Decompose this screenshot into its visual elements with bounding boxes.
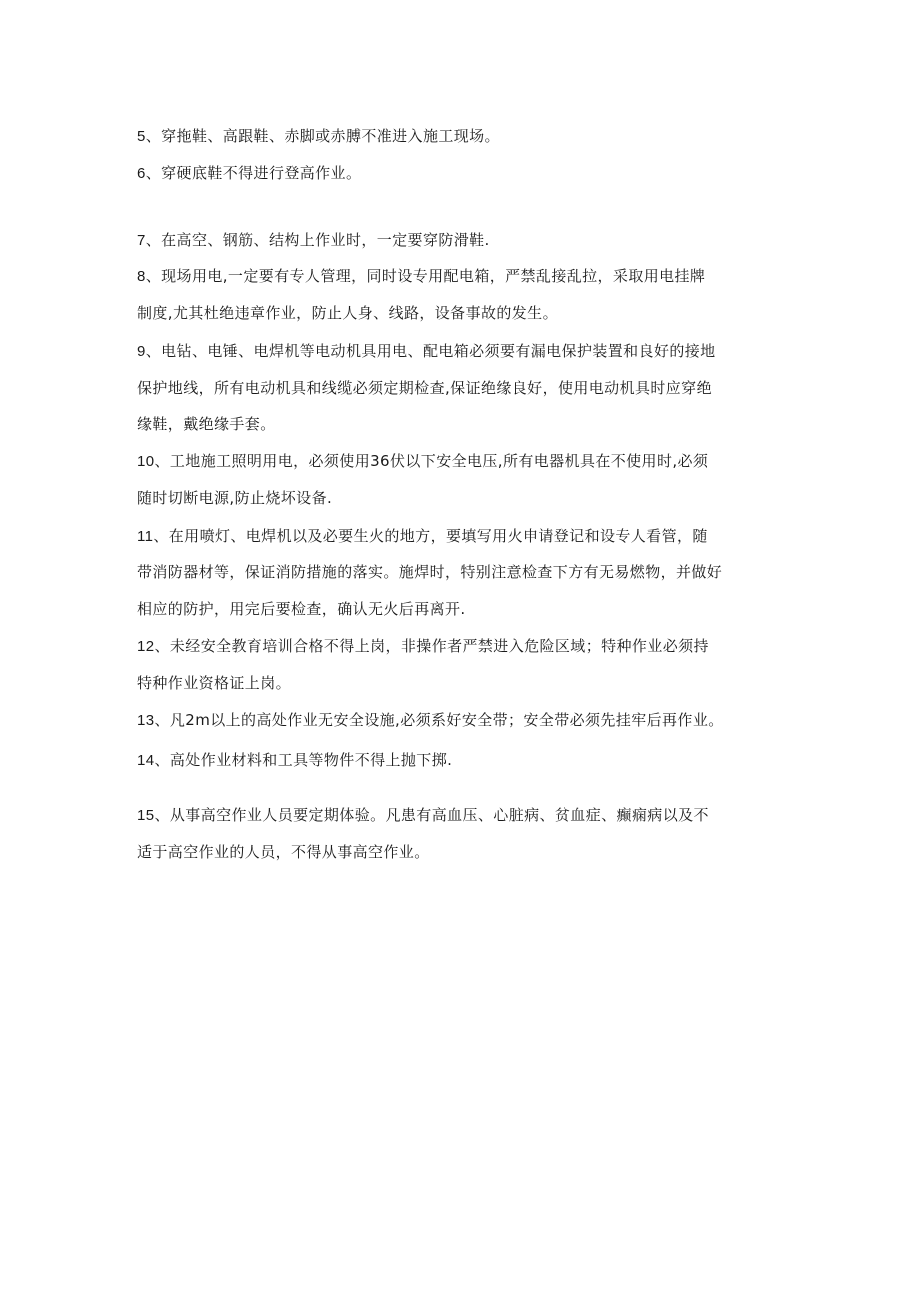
rule-7-number: 7 (137, 232, 146, 249)
rule-14-line-1 (137, 750, 452, 771)
rule-5-line-1 (137, 126, 500, 147)
rule-5-text: 、穿拖鞋、高跟鞋、赤脚或赤膊不准进入施工现场。 (145, 127, 500, 145)
rule-10-line-1 (137, 451, 708, 472)
rule-6-text: 、穿硬底鞋不得进行登高作业。 (145, 164, 362, 182)
rule-15-text: 、从事高空作业人员要定期体验。凡患有高血压、心脏病、贫血症、癫痫病以及不 (154, 806, 709, 824)
rule-5-number: 5 (137, 128, 146, 145)
rule-8-text: 、现场用电,一定要有专人管理，同时设专用配电箱，严禁乱接乱拉，采取用电挂牌 (145, 267, 706, 285)
rule-13-text: 、凡2m以上的高处作业无安全设施,必须系好安全带；安全带必须先挂牢后再作业。 (154, 711, 724, 729)
rule-9-number: 9 (137, 343, 146, 360)
rule-9-text: 、电钻、电锤、电焊机等电动机具用电、配电箱必须要有漏电保护装置和良好的接地 (145, 342, 716, 360)
rule-11-number: 11 (137, 528, 154, 545)
rule-12-number: 12 (137, 638, 155, 655)
rule-13-line-1 (137, 710, 724, 731)
rule-11-line-2: 带消防器材等，保证消防措施的落实。施焊时，特别注意检查下方有无易燃物，并做好 (137, 563, 723, 581)
rule-8-number: 8 (137, 268, 146, 285)
rule-6-number: 6 (137, 165, 146, 182)
rule-10-number: 10 (137, 453, 155, 470)
rule-15-line-1 (137, 805, 709, 826)
rule-11-text: 、在用喷灯、电焊机以及必要生火的地方，要填写用火申请登记和设专人看管，随 (153, 527, 708, 545)
rule-9-line-2: 保护地线，所有电动机具和线缆必须定期检查,保证绝缘良好，使用电动机具时应穿绝 (137, 379, 712, 397)
rule-9-line-3: 缘鞋，戴绝缘手套。 (137, 415, 276, 433)
rule-8-line-1 (137, 266, 705, 287)
rule-7-line-1 (137, 230, 490, 251)
rule-7-text: 、在高空、钢筋、结构上作业时，一定要穿防滑鞋. (145, 231, 490, 249)
rule-10-line-2: 随时切断电源,防止烧坏设备. (137, 489, 333, 507)
rule-10-text: 、工地施工照明用电，必须使用36伏以下安全电压,所有电器机具在不使用时,必须 (154, 452, 709, 470)
rule-15-number: 15 (137, 807, 155, 824)
rule-11-line-3: 相应的防护，用完后要检查，确认无火后再离开. (137, 600, 466, 618)
rule-14-text: 、高处作业材料和工具等物件不得上抛下掷. (154, 751, 453, 769)
rule-9-line-1 (137, 341, 716, 362)
rule-14-number: 14 (137, 752, 155, 769)
rule-11-line-1 (137, 526, 708, 547)
rule-8-line-2: 制度,尤其杜绝违章作业，防止人身、线路，设备事故的发生。 (137, 304, 558, 322)
rule-6-line-1 (137, 163, 361, 184)
rule-12-text: 、未经安全教育培训合格不得上岗，非操作者严禁进入危险区域；特种作业必须持 (154, 637, 709, 655)
rule-12-line-1 (137, 636, 709, 657)
rule-12-line-2: 特种作业资格证上岗。 (137, 674, 292, 692)
rule-13-number: 13 (137, 712, 155, 729)
rule-15-line-2: 适于高空作业的人员，不得从事高空作业。 (137, 843, 430, 861)
